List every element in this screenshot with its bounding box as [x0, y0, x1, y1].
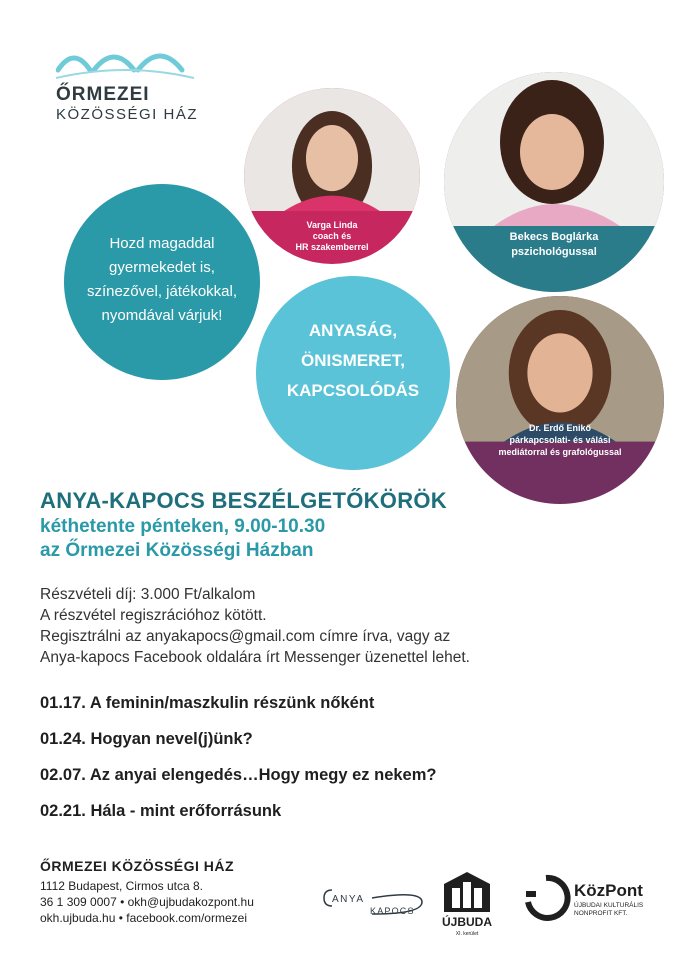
speaker-circle-varga — [244, 88, 420, 264]
portrait-icon — [444, 72, 664, 226]
invite-text: Hozd magaddal gyermekedet is, színezővel, játékokkal, nyomdával várjuk! — [86, 235, 238, 324]
list-item: 02.07. Az anyai elengedés…Hogy megy ez nekem? — [40, 766, 437, 784]
info-block — [40, 584, 470, 668]
logo-waves-icon — [56, 44, 196, 84]
logo-title: ŐRMEZEI — [56, 84, 150, 105]
footer-web: okh.ujbuda.hu • facebook.com/ormezei — [40, 911, 247, 925]
speaker-caption-bekecs: Bekecs Boglárka pszichológussal — [509, 231, 599, 258]
footer-address: 1112 Budapest, Cirmos utca 8. — [40, 879, 203, 893]
portrait-icon — [456, 296, 664, 442]
event-schedule: kéthetente pénteken, 9.00-10.30 — [40, 516, 326, 537]
speaker-circle-erdo — [456, 296, 664, 504]
kozpont-logo-line1: ÚJBUDAI KULTURÁLIS — [574, 902, 644, 909]
info-fee: Részvételi díj: 3.000 Ft/alkalom — [40, 586, 256, 603]
speaker-circle-bekecs — [444, 72, 664, 292]
footer-contact — [40, 878, 254, 926]
list-item: 01.24. Hogyan nevel(j)ünk? — [40, 730, 253, 748]
kozpont-ring-icon — [522, 872, 672, 928]
list-item: 01.17. A feminin/maszkulin részünk nőként — [40, 694, 375, 712]
footer-phone-email: 36 1 309 0007 • okh@ujbudakozpont.hu — [40, 895, 254, 909]
portrait-icon — [244, 88, 420, 211]
kozpont-logo-title: KözPont — [574, 881, 643, 900]
info-registration-messenger: Anya-kapocs Facebook oldalára írt Messenger üzenettel lehet. — [40, 649, 470, 666]
ujbuda-crest-icon — [436, 868, 498, 938]
logo-subtitle: KÖZÖSSÉGI HÁZ — [56, 106, 199, 123]
anya-kapocs-logo — [322, 884, 426, 918]
list-item: 02.21. Hála - mint erőforrásunk — [40, 802, 282, 820]
info-registration-required: A részvétel regiszrációhoz kötött. — [40, 607, 267, 624]
ujbuda-logo-title: ÚJBUDA — [441, 915, 493, 929]
anya-kapocs-logo-word1: ANYA — [332, 894, 365, 905]
topic-text: ANYASÁG, ÖNISMERET, KAPCSOLÓDÁS — [286, 321, 420, 400]
session-list — [40, 694, 436, 838]
speaker-caption-varga: Varga Linda coach és HR szakemberrel — [295, 220, 369, 252]
speaker-caption-erdo: Dr. Erdő Enikő párkapcsolati- és válási mediátorral és grafológussal — [498, 423, 622, 457]
info-registration-email: Regisztrálni az anyakapocs@gmail.com címre írva, vagy az — [40, 628, 451, 645]
event-venue: az Őrmezei Közösségi Házban — [40, 540, 314, 561]
anya-kapocs-logo-word2: KAPOCS — [370, 906, 415, 916]
ujbuda-logo-subtitle: XI. kerület — [455, 931, 479, 937]
footer-title: ŐRMEZEI KÖZÖSSÉGI HÁZ — [40, 858, 235, 874]
event-title: ANYA-KAPOCS BESZÉLGETŐKÖRÖK — [40, 488, 447, 513]
kozpont-logo-line2: NONPROFIT KFT. — [574, 910, 628, 917]
